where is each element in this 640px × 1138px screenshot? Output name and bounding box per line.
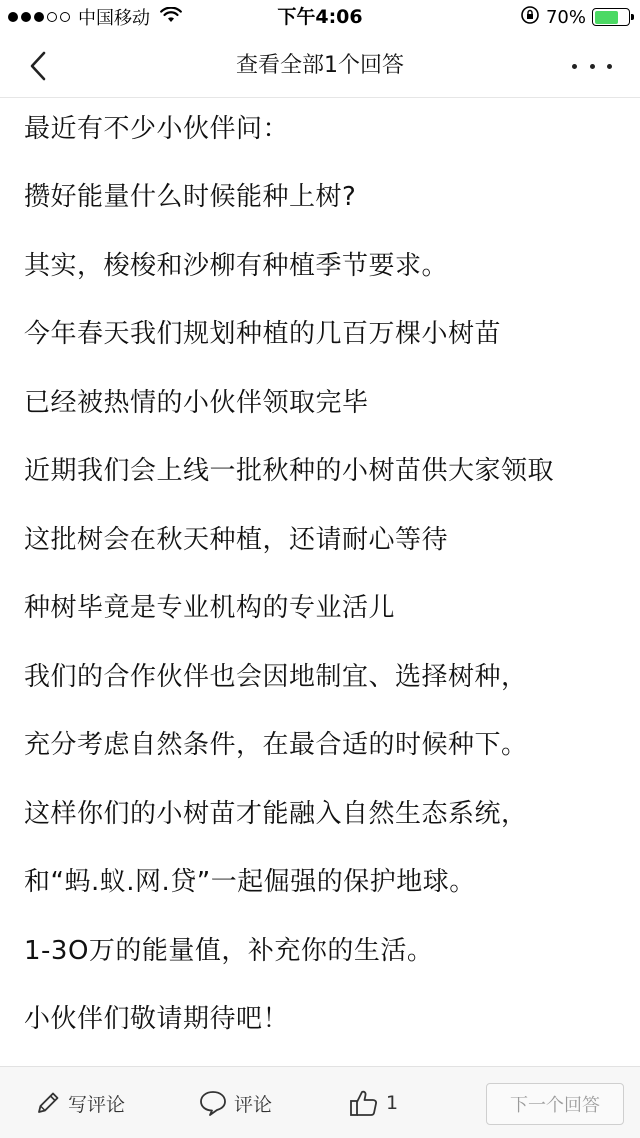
comment-button[interactable] [198, 1067, 272, 1138]
more-horizontal-icon [572, 64, 577, 69]
back-button[interactable] [20, 48, 56, 84]
answer-line: 今年春天我们规划种植的几百万棵小树苗 [24, 319, 502, 349]
answer-line: 这批树会在秋天种植，还请耐心等待 [24, 525, 449, 555]
write-comment-label: 写评论 [68, 1093, 126, 1116]
answer-content [0, 98, 640, 1064]
battery-icon [592, 8, 630, 26]
bottom-toolbar [0, 1066, 640, 1138]
answer-line: 充分考虑自然条件，在最合适的时候种下。 [24, 730, 528, 760]
status-time: 下午4:06 [277, 6, 363, 28]
next-answer-button[interactable]: 下一个回答 [486, 1083, 624, 1125]
answer-line: 最近有不少小伙伴问： [24, 114, 290, 144]
write-comment-button[interactable] [34, 1067, 125, 1138]
page-title: 查看全部1个回答 [236, 53, 404, 78]
status-left [8, 4, 182, 30]
answer-line: 攒好能量什么时候能种上树? [24, 182, 357, 212]
comment-label: 评论 [234, 1093, 273, 1116]
answer-line: 已经被热情的小伙伴领取完毕 [24, 388, 369, 418]
answer-line: 和“蚂.蚁.网.贷”一起倔强的保护地球。 [24, 867, 476, 897]
like-button[interactable] [348, 1067, 398, 1138]
pencil-icon [34, 1089, 62, 1117]
navigation-bar [0, 34, 640, 98]
battery-level-fill [595, 11, 618, 24]
signal-strength-icon [8, 12, 70, 22]
speech-bubble-icon [198, 1089, 228, 1117]
carrier-name: 中国移动 [78, 8, 150, 29]
answer-line: 近期我们会上线一批秋种的小树苗供大家领取 [24, 456, 555, 486]
more-options-button[interactable] [572, 54, 612, 78]
status-bar [0, 0, 640, 34]
thumbs-up-icon [348, 1088, 380, 1118]
battery-percent: 70% [545, 6, 586, 28]
chevron-left-icon [28, 50, 48, 82]
wifi-icon [160, 6, 182, 28]
answer-line: 种树毕竟是专业机构的专业活儿 [24, 593, 396, 623]
like-count: 1 [386, 1092, 399, 1114]
answer-line: 小伙伴们敬请期待吧！ [24, 1004, 290, 1034]
answer-line: 我们的合作伙伴也会因地制宜、选择树种， [24, 662, 528, 692]
answer-line: 1-3O万的能量值，补充你的生活。 [24, 936, 434, 966]
status-right [520, 4, 630, 30]
answer-line: 这样你们的小树苗才能融入自然生态系统， [24, 799, 528, 829]
answer-line: 其实，梭梭和沙柳有种植季节要求。 [24, 251, 449, 281]
orientation-lock-icon [520, 5, 540, 30]
